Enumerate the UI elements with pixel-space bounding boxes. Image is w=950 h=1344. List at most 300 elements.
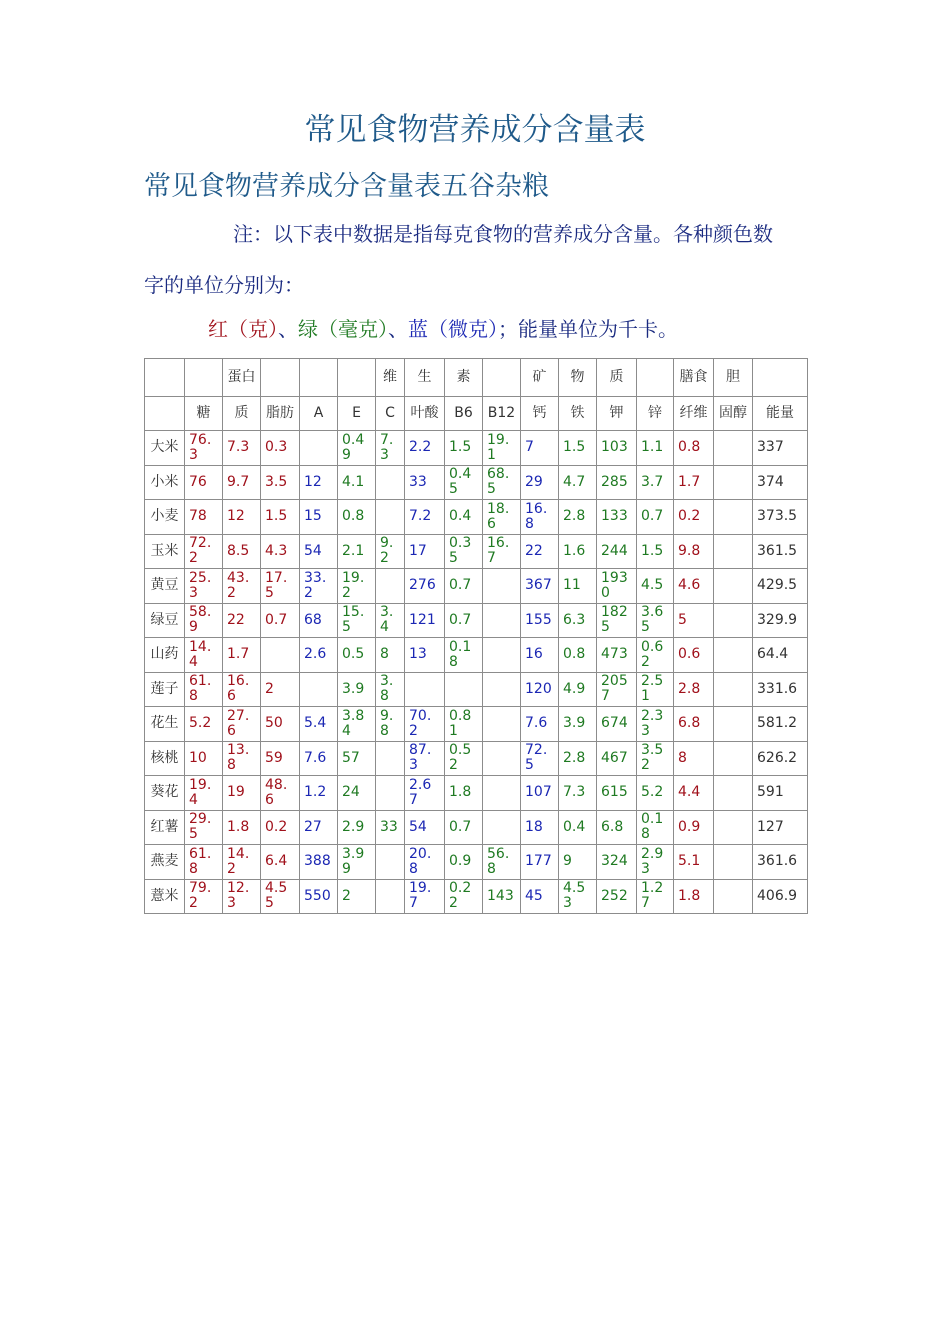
table-cell: 0.18	[445, 638, 483, 673]
table-cell: 3.84	[338, 707, 376, 742]
table-cell: 0.7	[445, 810, 483, 845]
table-cell: 8.5	[223, 534, 261, 569]
table-cell: 10	[185, 741, 223, 776]
table-cell	[483, 707, 521, 742]
table-cell: 276	[405, 569, 445, 604]
table-cell: 5.1	[674, 845, 714, 880]
table-cell: 1825	[597, 603, 637, 638]
food-name: 莲子	[145, 672, 185, 707]
page-title: 常见食物营养成分含量表	[304, 112, 646, 148]
table-cell	[714, 534, 753, 569]
table-cell: 61.8	[185, 845, 223, 880]
food-name: 大米	[145, 431, 185, 466]
table-cell: 177	[521, 845, 559, 880]
table-cell	[376, 500, 405, 535]
table-cell: 3.65	[637, 603, 674, 638]
table-row	[145, 500, 808, 535]
table-cell: 2.2	[405, 431, 445, 466]
table-cell: 43.2	[223, 569, 261, 604]
column-header	[338, 359, 376, 397]
table-cell	[376, 776, 405, 811]
table-row	[145, 465, 808, 500]
table-cell: 87.3	[405, 741, 445, 776]
column-header: 纤维	[674, 397, 714, 431]
column-header: 叶酸	[405, 397, 445, 431]
note-line-2: 字的单位分别为：	[144, 273, 304, 297]
table-cell: 1.27	[637, 879, 674, 914]
table-cell: 1.7	[223, 638, 261, 673]
table-cell: 45	[521, 879, 559, 914]
table-cell: 17	[405, 534, 445, 569]
table-cell: 18	[521, 810, 559, 845]
table-row	[145, 638, 808, 673]
table-cell: 3.99	[338, 845, 376, 880]
table-cell: 16.7	[483, 534, 521, 569]
column-header	[300, 359, 338, 397]
table-cell: 0.7	[637, 500, 674, 535]
table-cell: 27	[300, 810, 338, 845]
table-cell: 68.5	[483, 465, 521, 500]
table-cell: 29.5	[185, 810, 223, 845]
table-cell: 244	[597, 534, 637, 569]
legend-red: 红（克）	[208, 317, 278, 341]
column-header: 生	[405, 359, 445, 397]
table-cell	[376, 879, 405, 914]
table-cell: 467	[597, 741, 637, 776]
table-cell	[714, 500, 753, 535]
table-cell: 54	[300, 534, 338, 569]
column-header: 维	[376, 359, 405, 397]
table-cell: 56.8	[483, 845, 521, 880]
table-cell: 367	[521, 569, 559, 604]
table-cell: 76	[185, 465, 223, 500]
table-cell: 72.2	[185, 534, 223, 569]
table-cell: 4.7	[559, 465, 597, 500]
table-cell: 12	[300, 465, 338, 500]
table-cell: 12.3	[223, 879, 261, 914]
table-cell: 1.5	[559, 431, 597, 466]
table-cell: 15	[300, 500, 338, 535]
table-cell: 2	[261, 672, 300, 707]
table-row	[145, 569, 808, 604]
table-cell: 15.5	[338, 603, 376, 638]
table-cell: 373.5	[753, 500, 808, 535]
unit-legend	[208, 313, 678, 342]
table-cell: 7.2	[405, 500, 445, 535]
table-cell: 406.9	[753, 879, 808, 914]
column-header: 脂肪	[261, 397, 300, 431]
table-cell: 2	[338, 879, 376, 914]
table-cell: 27.6	[223, 707, 261, 742]
table-cell: 550	[300, 879, 338, 914]
table-cell: 0.7	[445, 569, 483, 604]
table-cell: 2.67	[405, 776, 445, 811]
table-cell	[714, 707, 753, 742]
table-cell	[714, 569, 753, 604]
table-cell: 127	[753, 810, 808, 845]
legend-energy-unit: ；能量单位为千卡。	[498, 317, 678, 341]
column-header: 铁	[559, 397, 597, 431]
table-cell: 9.8	[674, 534, 714, 569]
table-cell: 6.4	[261, 845, 300, 880]
column-header: 素	[445, 359, 483, 397]
table-header-row	[145, 397, 808, 431]
table-cell: 2.1	[338, 534, 376, 569]
table-cell: 61.8	[185, 672, 223, 707]
table-cell: 4.9	[559, 672, 597, 707]
table-cell: 1.5	[261, 500, 300, 535]
table-cell: 4.6	[674, 569, 714, 604]
table-cell: 9.2	[376, 534, 405, 569]
table-cell: 72.5	[521, 741, 559, 776]
table-row	[145, 810, 808, 845]
table-cell: 19.4	[185, 776, 223, 811]
table-row	[145, 879, 808, 914]
column-header: B6	[445, 397, 483, 431]
table-cell: 3.8	[376, 672, 405, 707]
table-cell	[714, 638, 753, 673]
column-header: E	[338, 397, 376, 431]
table-cell: 6.8	[674, 707, 714, 742]
table-cell: 7.6	[521, 707, 559, 742]
table-cell	[714, 465, 753, 500]
table-cell: 0.49	[338, 431, 376, 466]
table-header-row	[145, 359, 808, 397]
table-cell: 2.8	[559, 500, 597, 535]
table-cell: 2.8	[674, 672, 714, 707]
table-cell: 11	[559, 569, 597, 604]
column-header	[185, 359, 223, 397]
table-cell: 2.93	[637, 845, 674, 880]
column-header	[483, 359, 521, 397]
table-cell: 0.35	[445, 534, 483, 569]
table-cell	[483, 672, 521, 707]
table-cell: 1.6	[559, 534, 597, 569]
table-cell: 2.6	[300, 638, 338, 673]
table-cell	[714, 603, 753, 638]
table-cell	[300, 431, 338, 466]
table-row	[145, 603, 808, 638]
table-cell: 581.2	[753, 707, 808, 742]
table-cell: 0.9	[445, 845, 483, 880]
food-name: 燕麦	[145, 845, 185, 880]
table-cell: 361.5	[753, 534, 808, 569]
table-cell: 0.45	[445, 465, 483, 500]
table-cell: 143	[483, 879, 521, 914]
table-cell: 5.2	[185, 707, 223, 742]
table-cell: 78	[185, 500, 223, 535]
table-cell: 9.8	[376, 707, 405, 742]
food-name: 葵花	[145, 776, 185, 811]
table-cell: 1.8	[223, 810, 261, 845]
table-cell: 1.5	[445, 431, 483, 466]
table-cell: 48.6	[261, 776, 300, 811]
table-cell	[483, 810, 521, 845]
food-name: 小米	[145, 465, 185, 500]
column-header: 钾	[597, 397, 637, 431]
table-cell: 4.3	[261, 534, 300, 569]
column-header	[145, 397, 185, 431]
table-cell: 1.8	[445, 776, 483, 811]
table-cell: 19.1	[483, 431, 521, 466]
table-cell: 374	[753, 465, 808, 500]
column-header: 锌	[637, 397, 674, 431]
table-cell: 6.3	[559, 603, 597, 638]
table-cell: 133	[597, 500, 637, 535]
column-header	[753, 359, 808, 397]
legend-green: 绿（毫克）	[298, 317, 388, 341]
table-cell: 5.4	[300, 707, 338, 742]
table-cell: 54	[405, 810, 445, 845]
table-cell: 429.5	[753, 569, 808, 604]
column-header: 质	[597, 359, 637, 397]
table-cell: 252	[597, 879, 637, 914]
table-cell: 2.33	[637, 707, 674, 742]
table-cell: 1.8	[674, 879, 714, 914]
table-cell: 285	[597, 465, 637, 500]
table-cell: 33.2	[300, 569, 338, 604]
table-cell: 361.6	[753, 845, 808, 880]
table-row	[145, 431, 808, 466]
table-cell: 19.2	[338, 569, 376, 604]
table-cell: 2.51	[637, 672, 674, 707]
table-cell: 70.2	[405, 707, 445, 742]
table-cell: 19	[223, 776, 261, 811]
column-header	[637, 359, 674, 397]
column-header: 胆	[714, 359, 753, 397]
table-cell: 33	[376, 810, 405, 845]
table-cell	[376, 845, 405, 880]
table-cell: 0.7	[445, 603, 483, 638]
table-cell: 0.6	[674, 638, 714, 673]
table-cell: 324	[597, 845, 637, 880]
table-cell: 0.4	[559, 810, 597, 845]
table-cell: 3.4	[376, 603, 405, 638]
table-cell: 4.53	[559, 879, 597, 914]
column-header: A	[300, 397, 338, 431]
column-header: 矿	[521, 359, 559, 397]
table-cell: 76.3	[185, 431, 223, 466]
table-cell: 7.3	[376, 431, 405, 466]
column-header: 膳食	[674, 359, 714, 397]
table-cell	[376, 569, 405, 604]
table-cell: 16.8	[521, 500, 559, 535]
table-cell: 58.9	[185, 603, 223, 638]
column-header: 能量	[753, 397, 808, 431]
legend-blue: 蓝（微克）	[408, 317, 498, 341]
table-cell: 7.3	[223, 431, 261, 466]
table-cell: 1.2	[300, 776, 338, 811]
legend-separator: 、	[388, 317, 408, 341]
table-cell: 0.62	[637, 638, 674, 673]
column-header: 糖	[185, 397, 223, 431]
table-cell: 0.3	[261, 431, 300, 466]
table-cell: 331.6	[753, 672, 808, 707]
table-cell: 17.5	[261, 569, 300, 604]
food-name: 红薯	[145, 810, 185, 845]
table-cell: 2057	[597, 672, 637, 707]
table-cell: 22	[223, 603, 261, 638]
table-cell: 12	[223, 500, 261, 535]
table-cell: 9	[559, 845, 597, 880]
table-cell	[483, 638, 521, 673]
table-row	[145, 707, 808, 742]
table-cell: 103	[597, 431, 637, 466]
table-cell: 2.8	[559, 741, 597, 776]
table-cell: 4.55	[261, 879, 300, 914]
table-cell: 0.4	[445, 500, 483, 535]
table-cell: 24	[338, 776, 376, 811]
table-cell: 13.8	[223, 741, 261, 776]
table-cell: 674	[597, 707, 637, 742]
table-row	[145, 845, 808, 880]
table-cell	[261, 638, 300, 673]
table-cell: 4.5	[637, 569, 674, 604]
table-cell: 0.2	[261, 810, 300, 845]
table-cell: 22	[521, 534, 559, 569]
table-cell: 121	[405, 603, 445, 638]
table-cell	[300, 672, 338, 707]
table-cell: 57	[338, 741, 376, 776]
table-cell: 329.9	[753, 603, 808, 638]
table-cell: 0.18	[637, 810, 674, 845]
table-cell: 0.8	[338, 500, 376, 535]
food-name: 小麦	[145, 500, 185, 535]
table-cell: 7	[521, 431, 559, 466]
food-name: 薏米	[145, 879, 185, 914]
table-cell: 68	[300, 603, 338, 638]
table-cell: 0.2	[674, 500, 714, 535]
column-header: 质	[223, 397, 261, 431]
table-cell: 1930	[597, 569, 637, 604]
table-row	[145, 741, 808, 776]
table-cell: 0.22	[445, 879, 483, 914]
table-cell: 14.2	[223, 845, 261, 880]
table-cell: 591	[753, 776, 808, 811]
table-cell: 16.6	[223, 672, 261, 707]
table-cell: 16	[521, 638, 559, 673]
table-cell	[483, 741, 521, 776]
table-cell: 29	[521, 465, 559, 500]
table-cell	[405, 672, 445, 707]
table-cell: 8	[376, 638, 405, 673]
note-line-1: 注：以下表中数据是指每克食物的营养成分含量。各种颜色数	[233, 222, 773, 246]
table-cell	[445, 672, 483, 707]
table-cell: 13	[405, 638, 445, 673]
column-header	[261, 359, 300, 397]
table-cell: 3.9	[559, 707, 597, 742]
table-cell	[376, 465, 405, 500]
table-cell: 120	[521, 672, 559, 707]
nutrition-table	[144, 358, 808, 914]
column-header: 钙	[521, 397, 559, 431]
table-cell	[483, 603, 521, 638]
table-cell: 1.1	[637, 431, 674, 466]
table-cell: 5	[674, 603, 714, 638]
table-cell: 50	[261, 707, 300, 742]
table-cell: 7.3	[559, 776, 597, 811]
table-cell: 0.7	[261, 603, 300, 638]
table-cell: 3.9	[338, 672, 376, 707]
table-cell: 59	[261, 741, 300, 776]
table-cell: 19.7	[405, 879, 445, 914]
table-cell	[714, 741, 753, 776]
table-cell: 8	[674, 741, 714, 776]
column-header: C	[376, 397, 405, 431]
table-cell: 7.6	[300, 741, 338, 776]
table-cell: 626.2	[753, 741, 808, 776]
table-cell	[714, 672, 753, 707]
table-cell: 1.7	[674, 465, 714, 500]
table-cell: 155	[521, 603, 559, 638]
table-cell: 20.8	[405, 845, 445, 880]
nutrition-table-body	[145, 359, 808, 914]
table-cell	[714, 810, 753, 845]
food-name: 玉米	[145, 534, 185, 569]
table-cell	[714, 776, 753, 811]
table-row	[145, 534, 808, 569]
table-cell: 0.81	[445, 707, 483, 742]
column-header: 物	[559, 359, 597, 397]
table-cell: 79.2	[185, 879, 223, 914]
table-cell	[376, 741, 405, 776]
column-header	[145, 359, 185, 397]
food-name: 绿豆	[145, 603, 185, 638]
table-cell: 0.5	[338, 638, 376, 673]
table-cell: 3.5	[261, 465, 300, 500]
table-cell	[483, 776, 521, 811]
table-cell: 337	[753, 431, 808, 466]
table-cell: 64.4	[753, 638, 808, 673]
food-name: 黄豆	[145, 569, 185, 604]
table-cell	[714, 845, 753, 880]
table-cell: 4.4	[674, 776, 714, 811]
table-cell: 0.9	[674, 810, 714, 845]
table-row	[145, 672, 808, 707]
table-cell: 25.3	[185, 569, 223, 604]
table-cell: 0.8	[559, 638, 597, 673]
table-cell: 473	[597, 638, 637, 673]
table-row	[145, 776, 808, 811]
table-cell	[714, 879, 753, 914]
column-header: 蛋白	[223, 359, 261, 397]
table-cell: 3.7	[637, 465, 674, 500]
food-name: 核桃	[145, 741, 185, 776]
table-cell: 0.52	[445, 741, 483, 776]
table-cell: 1.5	[637, 534, 674, 569]
legend-separator: 、	[278, 317, 298, 341]
table-cell: 4.1	[338, 465, 376, 500]
table-cell: 615	[597, 776, 637, 811]
table-cell: 14.4	[185, 638, 223, 673]
table-cell: 0.8	[674, 431, 714, 466]
table-cell: 3.52	[637, 741, 674, 776]
section-title: 常见食物营养成分含量表五谷杂粮	[144, 171, 549, 202]
table-cell: 6.8	[597, 810, 637, 845]
table-cell: 9.7	[223, 465, 261, 500]
table-cell: 33	[405, 465, 445, 500]
food-name: 山药	[145, 638, 185, 673]
table-cell: 107	[521, 776, 559, 811]
table-cell: 18.6	[483, 500, 521, 535]
table-cell	[714, 431, 753, 466]
table-cell: 5.2	[637, 776, 674, 811]
column-header: B12	[483, 397, 521, 431]
table-cell: 2.9	[338, 810, 376, 845]
table-cell	[483, 569, 521, 604]
table-cell: 388	[300, 845, 338, 880]
column-header: 固醇	[714, 397, 753, 431]
